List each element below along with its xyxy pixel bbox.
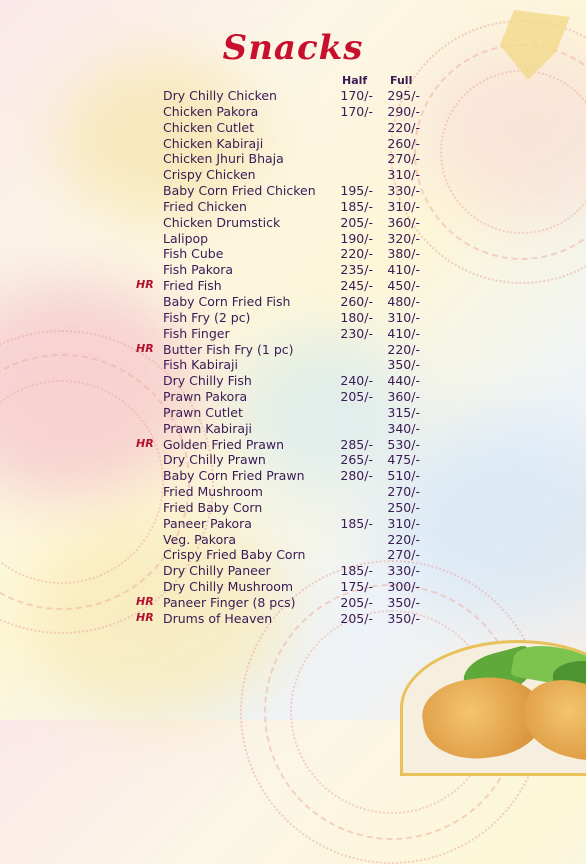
item-price-full: 250/- [387, 499, 420, 515]
menu-item [0, 421, 586, 437]
item-price-full: 440/- [387, 373, 420, 389]
item-price-full: 310/- [387, 309, 420, 325]
item-price-full: 295/- [387, 88, 420, 103]
item-name: Fried Chicken [163, 198, 247, 214]
item-name: Chicken Kabiraji [163, 135, 264, 151]
item-name: Chicken Cutlet [163, 119, 254, 135]
item-price-half: 245/- [340, 278, 373, 294]
menu-item [0, 437, 586, 453]
item-price-half: 280/- [340, 468, 373, 484]
house-special-badge: HR [136, 436, 154, 450]
house-special-badge: HR [136, 278, 154, 292]
menu-item [0, 246, 586, 262]
menu-item [0, 136, 586, 152]
item-price-half: 170/- [340, 88, 373, 103]
menu-list [0, 88, 586, 627]
item-name: Baby Corn Fried Fish [163, 293, 291, 309]
menu-item [0, 452, 586, 468]
item-name: Paneer Finger (8 pcs) [163, 595, 296, 610]
item-price-full: 340/- [387, 420, 420, 436]
item-name: Fried Mushroom [163, 484, 263, 500]
menu-item [0, 231, 586, 247]
item-price-half: 220/- [340, 246, 373, 262]
item-name: Drums of Heaven [163, 610, 273, 626]
item-name: Baby Corn Fried Prawn [163, 468, 305, 484]
menu-item [0, 88, 586, 104]
item-price-full: 270/- [387, 484, 420, 500]
menu-item [0, 151, 586, 167]
item-price-half: 190/- [340, 230, 373, 246]
menu-item [0, 532, 586, 548]
item-name: Dry Chilly Chicken [163, 88, 277, 103]
item-price-half: 205/- [340, 595, 373, 610]
item-name: Veg. Pakora [163, 531, 237, 547]
item-price-full: 310/- [387, 167, 420, 183]
item-name: Crispy Fried Baby Corn [163, 547, 306, 563]
menu-item [0, 563, 586, 579]
item-price-full: 350/- [387, 610, 420, 626]
item-price-half: 230/- [340, 325, 373, 341]
item-price-full: 480/- [387, 293, 420, 309]
menu-item [0, 167, 586, 183]
item-price-half: 240/- [340, 373, 373, 389]
item-price-full: 220/- [387, 341, 420, 357]
column-header-full: Full [390, 74, 413, 87]
menu-item [0, 310, 586, 326]
item-price-full: 530/- [387, 436, 420, 452]
item-price-full: 475/- [387, 452, 420, 468]
item-name: Fish Fry (2 pc) [163, 309, 251, 325]
item-price-full: 220/- [387, 119, 420, 135]
item-name: Dry Chilly Fish [163, 373, 252, 389]
item-name: Dry Chilly Mushroom [163, 579, 294, 595]
item-price-full: 360/- [387, 214, 420, 230]
item-price-full: 270/- [387, 547, 420, 563]
item-name: Dry Chilly Paneer [163, 563, 271, 579]
item-name: Fish Pakora [163, 262, 234, 278]
item-price-full: 410/- [387, 325, 420, 341]
item-name: Fish Kabiraji [163, 357, 238, 373]
item-name: Butter Fish Fry (1 pc) [163, 341, 294, 357]
item-name: Prawn Pakora [163, 389, 248, 405]
item-price-half: 195/- [340, 183, 373, 199]
item-price-half: 185/- [340, 563, 373, 579]
item-name: Chicken Pakora [163, 103, 259, 119]
item-price-half: 180/- [340, 309, 373, 325]
item-price-half: 205/- [340, 214, 373, 230]
item-price-half: 265/- [340, 452, 373, 468]
item-name: Prawn Cutlet [163, 404, 243, 420]
menu-item [0, 468, 586, 484]
menu-item [0, 294, 586, 310]
menu-item [0, 104, 586, 120]
menu-item [0, 326, 586, 342]
item-name: Fish Finger [163, 325, 230, 341]
item-price-full: 330/- [387, 183, 420, 199]
menu-item [0, 595, 586, 611]
item-name: Fish Cube [163, 246, 224, 262]
item-price-half: 235/- [340, 262, 373, 278]
item-price-full: 220/- [387, 531, 420, 547]
menu-item [0, 215, 586, 231]
house-special-badge: HR [136, 341, 154, 355]
item-name: Crispy Chicken [163, 167, 256, 183]
item-price-full: 270/- [387, 151, 420, 167]
item-price-full: 350/- [387, 595, 420, 610]
menu-item [0, 389, 586, 405]
item-name: Baby Corn Fried Chicken [163, 183, 316, 199]
item-price-full: 350/- [387, 357, 420, 373]
item-price-half: 170/- [340, 103, 373, 119]
item-price-half: 205/- [340, 389, 373, 405]
menu-item [0, 120, 586, 136]
page-title: Snacks [222, 28, 364, 68]
item-price-full: 410/- [387, 262, 420, 278]
menu-item [0, 342, 586, 358]
item-name: Chicken Drumstick [163, 214, 281, 230]
item-price-full: 315/- [387, 404, 420, 420]
item-price-half: 185/- [340, 515, 373, 531]
item-price-full: 330/- [387, 563, 420, 579]
menu-item [0, 500, 586, 516]
menu-item [0, 547, 586, 563]
item-price-full: 380/- [387, 246, 420, 262]
house-special-badge: HR [136, 610, 154, 624]
item-price-full: 360/- [387, 389, 420, 405]
menu-item [0, 373, 586, 389]
menu-item [0, 484, 586, 500]
column-header-half: Half [342, 74, 368, 87]
item-name: Fried Fish [163, 278, 222, 294]
item-name: Prawn Kabiraji [163, 420, 253, 436]
menu-item [0, 611, 586, 627]
item-price-half: 185/- [340, 198, 373, 214]
item-name: Fried Baby Corn [163, 499, 263, 515]
item-name: Chicken Jhuri Bhaja [163, 151, 284, 167]
menu-item [0, 579, 586, 595]
item-price-half: 260/- [340, 293, 373, 309]
house-special-badge: HR [136, 595, 154, 608]
item-name: Dry Chilly Prawn [163, 452, 266, 468]
menu-item [0, 516, 586, 532]
item-price-full: 300/- [387, 579, 420, 595]
item-price-full: 320/- [387, 230, 420, 246]
menu-item [0, 199, 586, 215]
item-price-half: 205/- [340, 610, 373, 626]
menu-item [0, 278, 586, 294]
item-name: Golden Fried Prawn [163, 436, 285, 452]
item-price-half: 175/- [340, 579, 373, 595]
item-price-half: 285/- [340, 436, 373, 452]
item-price-full: 310/- [387, 198, 420, 214]
item-name: Lalipop [163, 230, 209, 246]
item-name: Paneer Pakora [163, 515, 252, 531]
menu-item [0, 405, 586, 421]
item-price-full: 310/- [387, 515, 420, 531]
item-price-full: 510/- [387, 468, 420, 484]
menu-item [0, 183, 586, 199]
item-price-full: 290/- [387, 103, 420, 119]
menu-item [0, 262, 586, 278]
menu-item [0, 357, 586, 373]
item-price-full: 260/- [387, 135, 420, 151]
item-price-full: 450/- [387, 278, 420, 294]
